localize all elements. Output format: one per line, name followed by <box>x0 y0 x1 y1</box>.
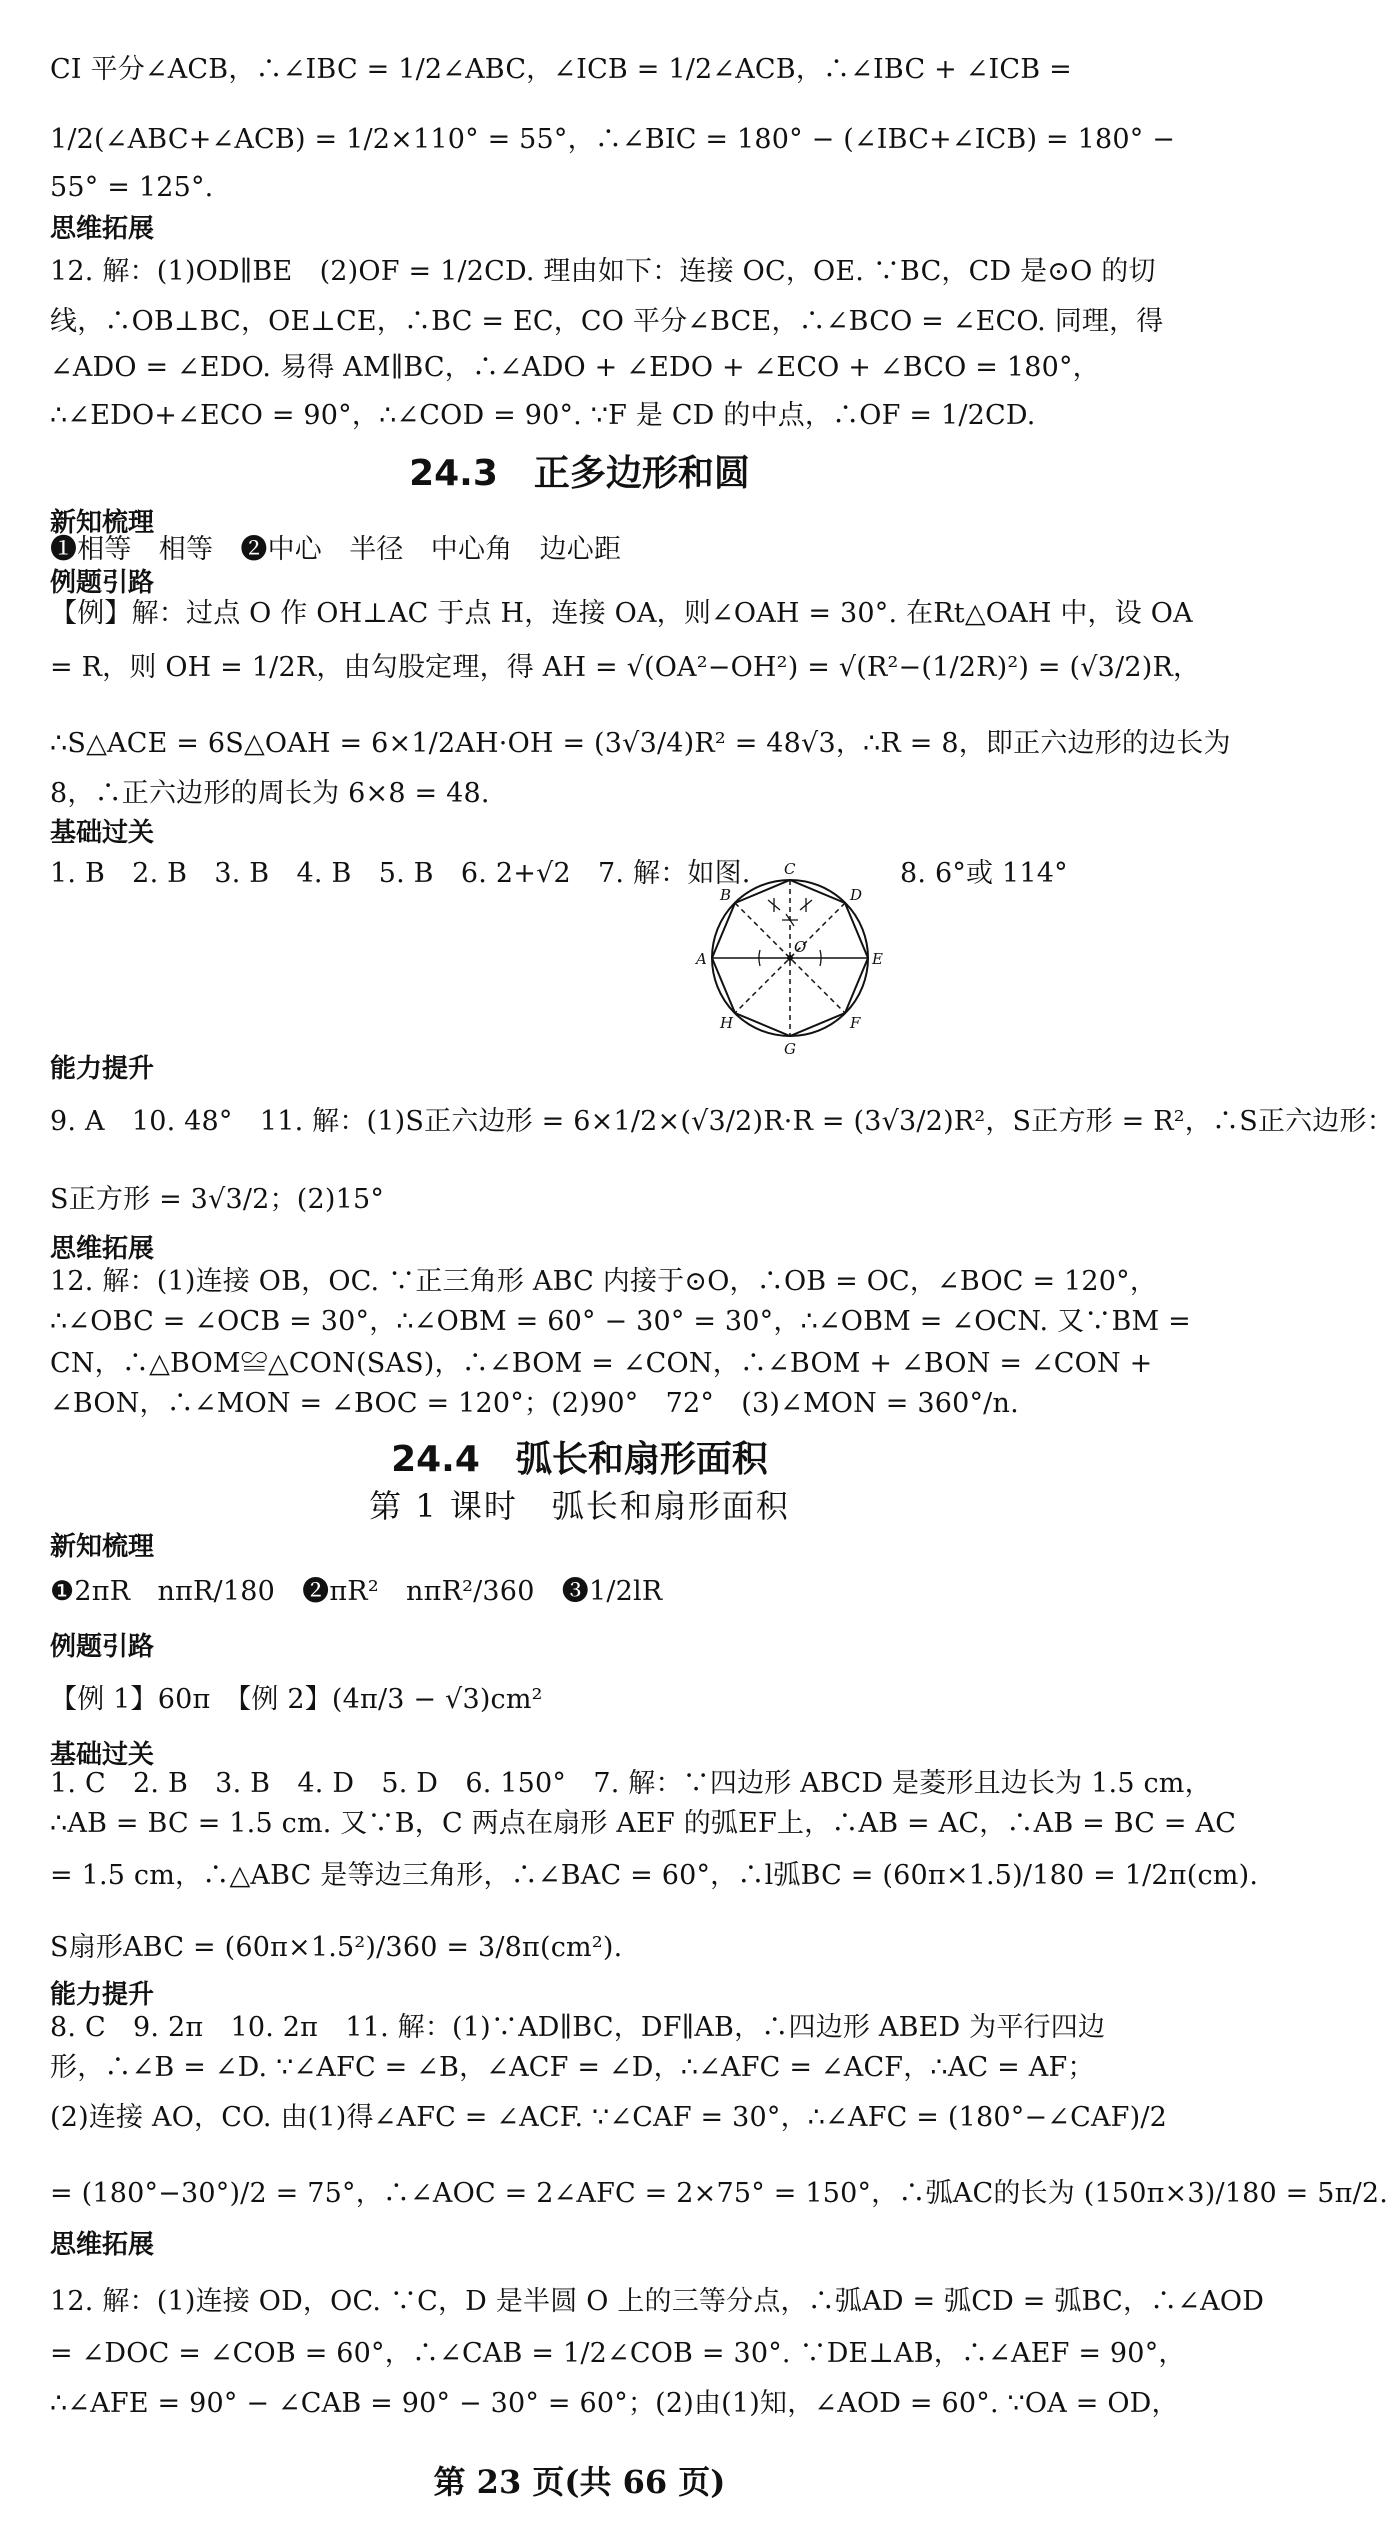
section-title: 24.3 正多边形和圆 <box>409 453 750 494</box>
label-ability: 能力提升 <box>50 1054 155 1084</box>
text-line: = 1.5 cm，∴△ABC 是等边三角形，∴∠BAC = 60°，∴l弧BC = (60π×1.5)/180 = 1/2π(cm). <box>50 1860 1259 1891</box>
label-basic: 基础过关 <box>50 818 155 848</box>
label-example: 例题引路 <box>50 1632 155 1662</box>
figure-point-label: A <box>696 950 707 968</box>
figure-point-label: H <box>720 1014 734 1032</box>
text-line: ∴∠OBC = ∠OCB = 30°，∴∠OBM = 60° − 30° = 30°，∴∠OBM = ∠OCN. 又∵BM = <box>50 1306 1191 1337</box>
figure-point-label: G <box>784 1040 796 1058</box>
text-line: 55° = 125°. <box>50 172 214 203</box>
text-line: 线，∴OB⊥BC，OE⊥CE，∴BC = EC，CO 平分∠BCE，∴∠BCO = ∠ECO. 同理，得 <box>50 306 1164 337</box>
text-line: = ∠DOC = ∠COB = 60°，∴∠CAB = 1/2∠COB = 30°. ∵DE⊥AB，∴∠AEF = 90°， <box>50 2338 1186 2369</box>
figure-point-label: E <box>872 950 883 968</box>
label-new-knowledge: 新知梳理 <box>50 1532 155 1562</box>
text-line: ∴S△ACE = 6S△OAH = 6×1/2AH·OH = (3√3/4)R² = 48√3，∴R = 8，即正六边形的边长为 <box>50 728 1231 759</box>
text-line: CI 平分∠ACB，∴∠IBC = 1/2∠ABC，∠ICB = 1/2∠ACB，∴∠IBC + ∠ICB = <box>50 54 1072 85</box>
page-footer: 第 23 页(共 66 页) <box>433 2463 726 2501</box>
figure-point-label: O <box>794 938 807 956</box>
text-line: ∠BON，∴∠MON = ∠BOC = 120°；(2)90° 72° (3)∠MON = 360°/n. <box>50 1388 1019 1419</box>
text-line: 9. A 10. 48° 11. 解：(1)S正六边形 = 6×1/2×(√3/2)R·R = (3√3/2)R²，S正方形 = R²，∴S正六边形： <box>50 1106 1394 1137</box>
regular-octagon-figure <box>690 858 890 1058</box>
label-new-knowledge: 新知梳理 <box>50 508 155 538</box>
text-line: ∴∠AFE = 90° − ∠CAB = 90° − 30° = 60°；(2)由(1)知，∠AOD = 60°. ∵OA = OD， <box>50 2388 1179 2419</box>
text-line: 【例 1】60π 【例 2】(4π/3 − √3)cm² <box>50 1684 543 1715</box>
figure-point-label: B <box>720 886 732 904</box>
text-line: ❶2πR nπR/180 ❷πR² nπR²/360 ❸1/2lR <box>50 1576 663 1607</box>
label-basic: 基础过关 <box>50 1740 155 1770</box>
text-line: 8，∴正六边形的周长为 6×8 = 48. <box>50 778 490 809</box>
text-line: 1. B 2. B 3. B 4. B 5. B 6. 2+√2 7. 解：如图. <box>50 858 751 889</box>
text-line: 1/2(∠ABC+∠ACB) = 1/2×110° = 55°，∴∠BIC = 180° − (∠IBC+∠ICB) = 180° − <box>50 124 1176 155</box>
text-line: ❶相等 相等 ❷中心 半径 中心角 边心距 <box>50 534 622 565</box>
text-line: S正方形 = 3√3/2；(2)15° <box>50 1184 385 1215</box>
text-line: ∠ADO = ∠EDO. 易得 AM∥BC，∴∠ADO + ∠EDO + ∠ECO + ∠BCO = 180°， <box>50 352 1100 383</box>
text-line: (2)连接 AO，CO. 由(1)得∠AFC = ∠ACF. ∵∠CAF = 30°，∴∠AFC = (180°−∠CAF)/2 <box>50 2102 1167 2133</box>
label-thinking: 思维拓展 <box>50 214 155 244</box>
text-line: 8. C 9. 2π 10. 2π 11. 解：(1)∵AD∥BC，DF∥AB，∴四边形 ABED 为平行四边 <box>50 2012 1106 2043</box>
text-line: CN，∴△BOM≌△CON(SAS)，∴∠BOM = ∠CON，∴∠BOM + ∠BON = ∠CON + <box>50 1348 1153 1379</box>
text-line: 12. 解：(1)连接 OB，OC. ∵正三角形 ABC 内接于⊙O，∴OB = OC，∠BOC = 120°， <box>50 1266 1158 1297</box>
label-ability: 能力提升 <box>50 1980 155 2010</box>
text-line: 【例】解：过点 O 作 OH⊥AC 于点 H，连接 OA，则∠OAH = 30°. 在Rt△OAH 中，设 OA <box>50 598 1193 629</box>
lesson-title: 第 1 课时 弧长和扇形面积 <box>369 1487 790 1525</box>
figure-point-label: C <box>784 860 796 878</box>
text-line: = R，则 OH = 1/2R，由勾股定理，得 AH = √(OA²−OH²) = √(R²−(1/2R)²) = (√3/2)R， <box>50 652 1201 683</box>
text-line: S扇形ABC = (60π×1.5²)/360 = 3/8π(cm²). <box>50 1932 623 1963</box>
label-thinking: 思维拓展 <box>50 2230 155 2260</box>
text-line: 1. C 2. B 3. B 4. D 5. D 6. 150° 7. 解：∵四边形 ABCD 是菱形且边长为 1.5 cm， <box>50 1768 1212 1799</box>
label-example: 例题引路 <box>50 568 155 598</box>
label-thinking: 思维拓展 <box>50 1234 155 1264</box>
figure-point-label: F <box>850 1014 861 1032</box>
text-line: 12. 解：(1)OD∥BE (2)OF = 1/2CD. 理由如下：连接 OC，OE. ∵BC，CD 是⊙O 的切 <box>50 256 1156 287</box>
text-line: 12. 解：(1)连接 OD，OC. ∵C，D 是半圆 O 上的三等分点，∴弧AD = 弧CD = 弧BC，∴∠AOD <box>50 2286 1265 2317</box>
text-line: 8. 6°或 114° <box>900 858 1068 889</box>
figure-point-label: D <box>850 886 863 904</box>
text-line: ∴∠EDO+∠ECO = 90°，∴∠COD = 90°. ∵F 是 CD 的中点，∴OF = 1/2CD. <box>50 400 1036 431</box>
section-title: 24.4 弧长和扇形面积 <box>391 1439 768 1480</box>
text-line: ∴AB = BC = 1.5 cm. 又∵B，C 两点在扇形 AEF 的弧EF上，∴AB = AC，∴AB = BC = AC <box>50 1808 1237 1839</box>
text-line: = (180°−30°)/2 = 75°，∴∠AOC = 2∠AFC = 2×75° = 150°，∴弧AC的长为 (150π×3)/180 = 5π/2. <box>50 2178 1389 2209</box>
text-line: 形，∴∠B = ∠D. ∵∠AFC = ∠B，∠ACF = ∠D，∴∠AFC = ∠ACF，∴AC = AF； <box>50 2052 1095 2083</box>
